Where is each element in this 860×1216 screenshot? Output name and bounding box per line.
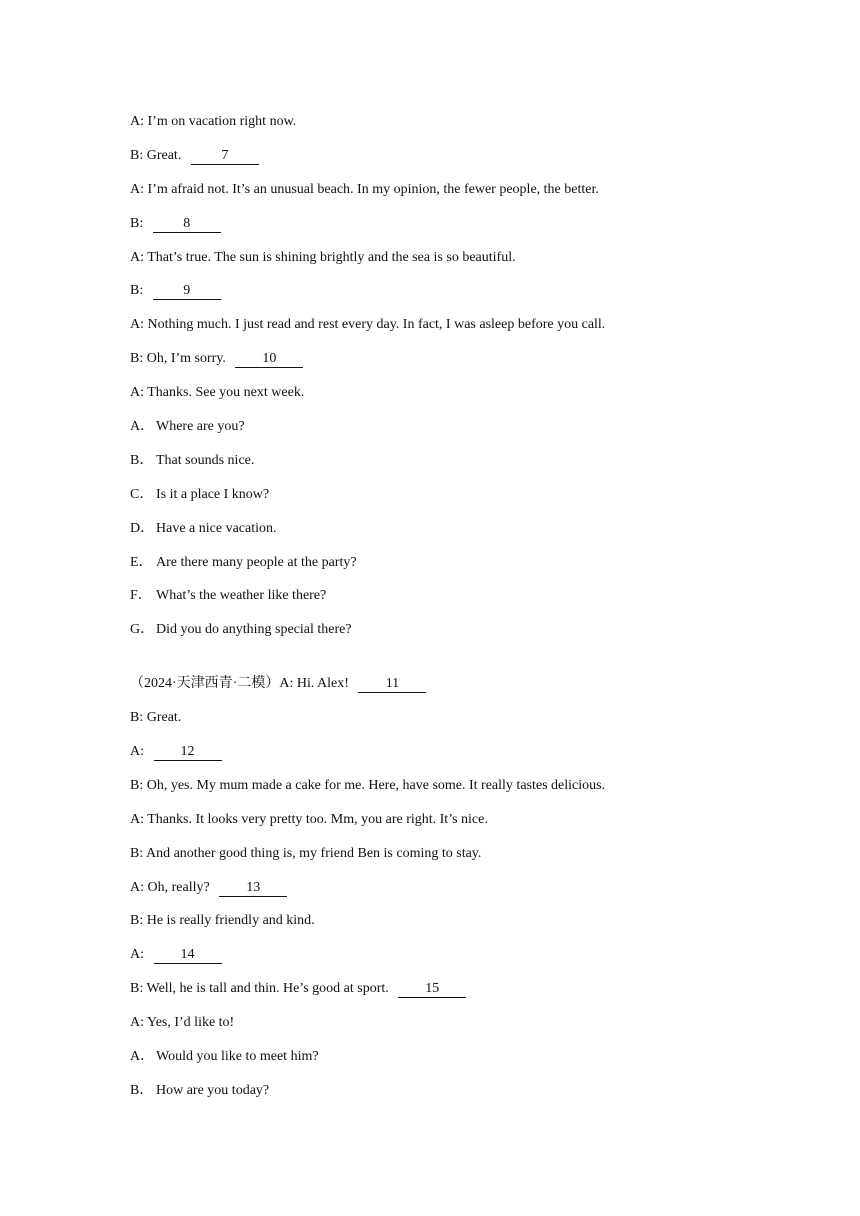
answer-blank: 9 <box>153 283 221 300</box>
answer-blank: 12 <box>154 744 222 761</box>
dialogue-line: A: Yes, I’d like to! <box>130 1015 235 1031</box>
option-item: D． Have a nice vacation. <box>130 520 277 536</box>
answer-blank: 15 <box>398 981 466 998</box>
dialogue-line: B: He is really friendly and kind. <box>130 913 315 929</box>
question-source: （2024·天津西青·二模） <box>130 676 280 692</box>
answer-blank: 7 <box>191 148 259 165</box>
dialogue-line: A: Oh, really? 13 <box>130 878 770 898</box>
dialogue-line: A: Thanks. It looks very pretty too. Mm, you are right. It’s nice. <box>130 811 488 827</box>
dialogue-line: A: Thanks. See you next week. <box>130 385 305 401</box>
dialogue-line: B: Oh, yes. My mum made a cake for me. Here, have some. It really tastes delicious. <box>130 777 606 793</box>
answer-blank: 8 <box>153 216 221 233</box>
option-item: A． Where are you? <box>130 419 245 435</box>
dialogue-line: B: 8 <box>130 214 770 234</box>
document-page <box>130 112 770 1115</box>
option-item: G． Did you do anything special there? <box>130 622 352 638</box>
section-gap <box>130 654 770 674</box>
dialogue-line: A: 12 <box>130 742 770 762</box>
option-item: C． Is it a place I know? <box>130 486 270 502</box>
dialogue-line: A: I’m afraid not. It’s an unusual beach. In my opinion, the fewer people, the better. <box>130 181 599 197</box>
answer-blank: 14 <box>154 947 222 964</box>
answer-blank: 13 <box>219 880 287 897</box>
option-item: A． Would you like to meet him? <box>130 1049 319 1065</box>
dialogue-line: A: 14 <box>130 945 770 965</box>
option-item: B． How are you today? <box>130 1082 270 1098</box>
dialogue-line: B: Great. 7 <box>130 146 770 166</box>
answer-blank: 11 <box>358 676 426 693</box>
dialogue-line: B: Well, he is tall and thin. He’s good at sport. 15 <box>130 979 770 999</box>
option-item: F． What’s the weather like there? <box>130 588 327 604</box>
dialogue-line: A: Nothing much. I just read and rest every day. In fact, I was asleep before you call. <box>130 317 606 333</box>
dialogue-line: （2024·天津西青·二模）A: Hi. Alex! 11 <box>130 674 770 694</box>
dialogue-line: A: I’m on vacation right now. <box>130 114 297 129</box>
dialogue-line: B: And another good thing is, my friend Ben is coming to stay. <box>130 845 482 861</box>
option-item: B． That sounds nice. <box>130 452 255 468</box>
dialogue-line: B: Oh, I’m sorry. 10 <box>130 349 770 369</box>
dialogue-line: B: 9 <box>130 281 770 301</box>
option-item: E． Are there many people at the party? <box>130 554 357 570</box>
dialogue-line: A: That’s true. The sun is shining brightly and the sea is so beautiful. <box>130 249 516 265</box>
dialogue-line: B: Great. <box>130 710 182 726</box>
answer-blank: 10 <box>235 351 303 368</box>
